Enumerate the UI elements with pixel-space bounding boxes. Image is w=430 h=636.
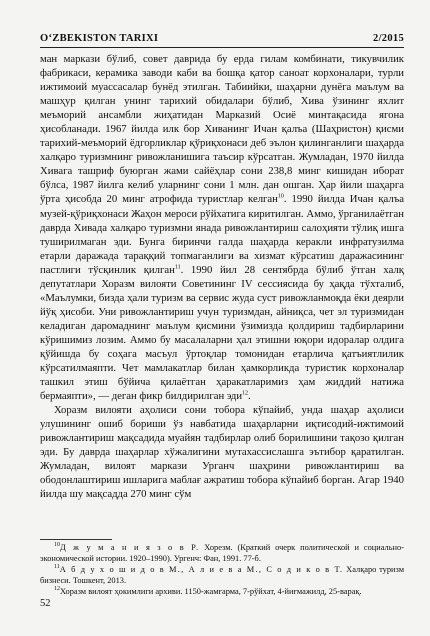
footnote-rule <box>40 539 112 540</box>
footnote-ref-10: 10 <box>277 193 284 200</box>
page-number: 52 <box>40 598 51 609</box>
paragraph-1-text-a: ман маркази бўлиб, совет даврида бу ерда гилам комбинати, тикувчилик фабрикаси, керамика заводи каби ва бошқа қатор саноат корхоналари, турли ижтимоий муассасалар бунёд этилган. Табиийки, шаҳарни дунёга маълум ва машҳур қилган унинг тарихий обидалари бўлиб, Хива ўзининг яхлит меъморий ансамбли жиҳатидан Марказий Осиё минтақасида ягона ҳисобланади. 1967 йилда илк бор Хиванинг Ичан қалъа (Шаҳристон) қисми тарихий-меъморий ёдгорликлар қўриқхонаси деб эълон қилинганлиги шаҳарда халқаро туризмнинг ривожланишига таъсир кўрсатган. Жумладан, 1970 йилда Хивага ташриф буюрган жами сайёҳлар сони 238,8 минг кишидан иборат бўлса, 1987 йилга келиб уларнинг сони 1 млн. дан ошган. Ҳар йили шаҳарга ўрта ҳисобда 20 минг атрофида туристлар келган <box>40 53 404 206</box>
footnote-10 <box>40 542 404 564</box>
footnote-10-number: 10 <box>54 542 60 549</box>
footnote-12 <box>40 586 404 597</box>
paragraph-2: Хоразм вилояти аҳолиси сони тобора кўпайиб, унда шаҳар аҳолиси улушининг ошиб бориши ўз навбатида шаҳарларни иқтисодий-ижтимоий ривожлантириш мақсадида муайян тадбирлар олиб борилишини тақозо қилган эди. Бу даврда шаҳарлар хўжалигини мутахассислашга эътибор қаратилган. Жумладан, вилоят маркази Урганч шаҳрини ривожлантириш ва ободонлаштириш ишларига маблағ ажратиш тобора кўпайиб борган. Агар 1940 йилда шу мақсадда 270 минг сўм <box>40 404 404 501</box>
running-header <box>40 33 404 44</box>
footnote-ref-11: 11 <box>174 264 181 271</box>
footnote-12-text: Хоразм вилоят ҳокимлиги архиви. 1150-жамғарма, 7-рўйхат, 4-йиғмажилд, 25-варақ. <box>60 587 362 596</box>
footnote-11 <box>40 564 404 586</box>
footnote-10-text: Хорезм. (Краткий очерк политической и социально-экономической истории. 1920–1990). Ургенч: Фан, 1991. 77-б. <box>40 543 404 563</box>
issue-number: 2/2015 <box>373 33 404 44</box>
footnote-10-author: Д ж у м а н и я з о в Р. <box>60 543 200 552</box>
main-text <box>40 52 404 502</box>
journal-title: O‘ZBEKISTON TARIXI <box>40 33 159 44</box>
paragraph-1-text-d: . <box>248 390 251 403</box>
footnote-ref-12: 12 <box>242 390 249 397</box>
paragraph-1-text-b: . 1990 йилда Ичан қалъа музей-қўриқхонаси Жаҳон мероси рўйхатига киритилган. Аммо, ўрганилаётган даврда Хивада халқаро туризмни янада ривожлантириш салоҳияти тўлиқ ишга туширилмаган эди. Бунга биринчи галда шаҳарда керакли инфратузилма етарли даражада тараққий топмаганлиги ва хизмат кўрсатиш даражасининг пастлиги тўсқинлик қилган <box>40 193 404 276</box>
paragraph-1-text-c: . 1990 йил 28 сентябрда бўлиб ўтган халқ депутатлари Хоразм вилояти Советининг IV сессиясида бу ҳақда тўхталиб, «Маълумки, бизда ҳали туризм ва сервис жуда суст ривожланмоқда ёки деярли йўқ ҳисоби. Уни ривожлантириш учун туризмдан, айниқса, чет эл туризмидан келадиган даромаднинг маълум қисмини ўзимизда қолдириш тадбирларини кўришимиз лозим. Аммо бу масалаларни ҳал этишни юқори идоралар олдига қўйишда бу соҳага масъул ўртоқлар томонидан етарлича қатъиятлилик кўрсатилмаяпти. Чет мамлакатлар билан ҳамкорликда туристик корхоналар ташкил этиш бўйича қилаётган ҳаракатларимиз ҳам жиддий натижа бермаяпти», — деган фикр билдирилган эди <box>40 263 404 403</box>
header-rule <box>40 47 404 48</box>
paragraph-1 <box>40 52 404 403</box>
footnote-11-author: А б д у х о ш и д о в М., А л и е в а М., С о д и к о в Т. <box>59 565 344 574</box>
footnotes <box>40 542 404 597</box>
footnote-11-number: 11 <box>54 564 60 571</box>
footnote-12-number: 12 <box>54 586 60 593</box>
footnote-11-text: Халқаро туризм бизнеси. Тошкент, 2013. <box>40 565 404 585</box>
